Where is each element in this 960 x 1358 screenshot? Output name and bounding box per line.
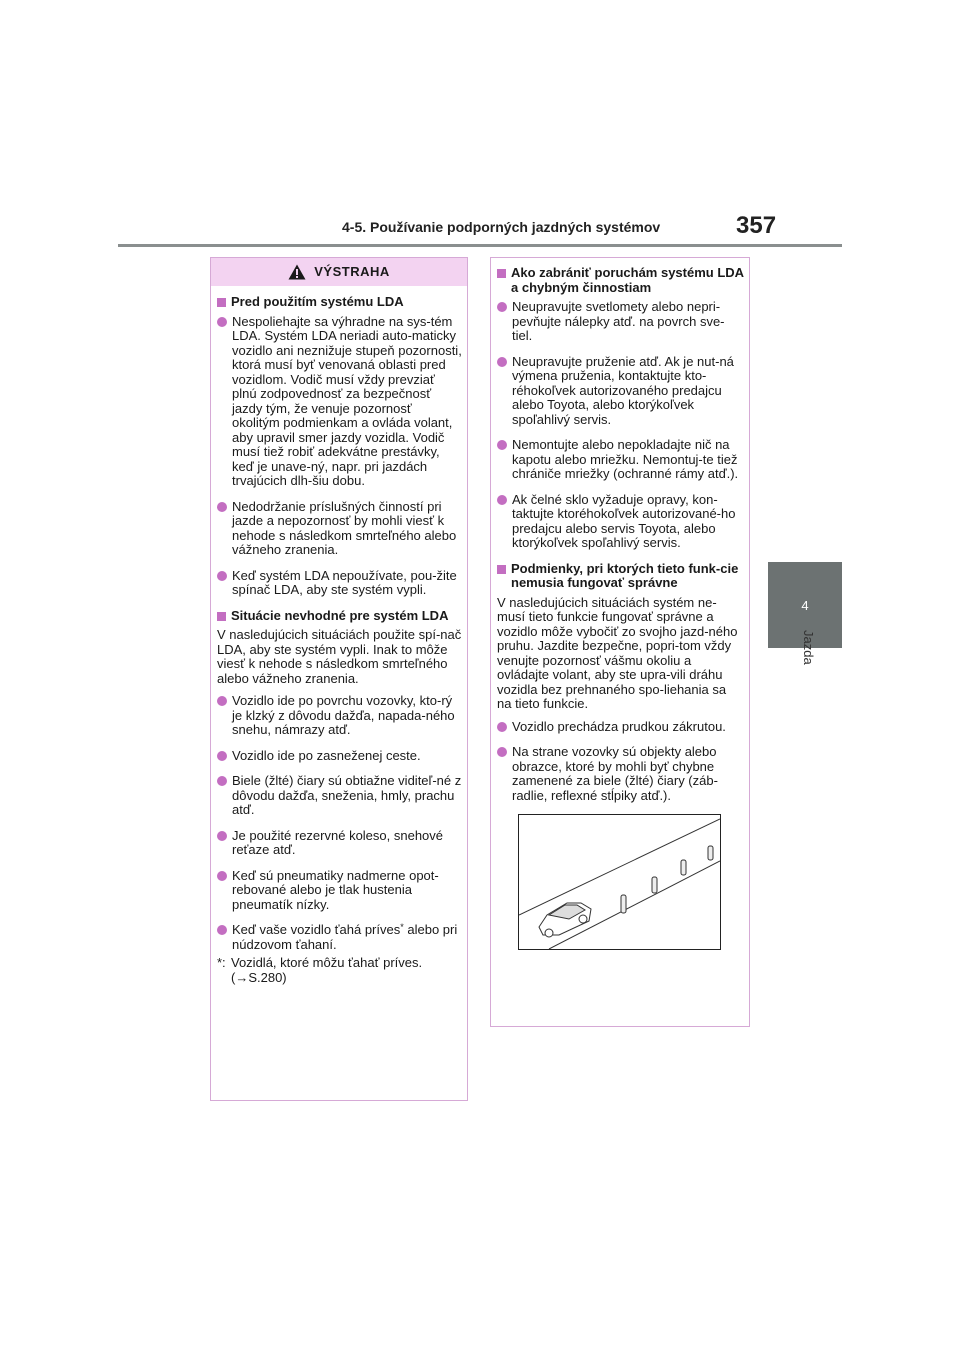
section-heading: Podmienky, pri ktorých tieto funk-cie nemusia fungovať správne [497,562,744,591]
list-item: Ak čelné sklo vyžaduje opravy, kon-taktujte ktoréhokoľvek autorizované-ho predajcu alebo servis Toyota, alebo ktorýkoľvek spoľahlivý servis. [497,493,744,551]
list-item: Neupravujte pruženie atď. Ak je nut-ná výmena pruženia, kontaktujte kto-réhokoľvek autorizovaného predajcu alebo Toyota, alebo ktorýkoľvek spoľahlivý servis. [497,355,744,428]
list-item: Nespoliehajte sa výhradne na sys-tém LDA. Systém LDA neriadi auto-maticky vozidlo ani neznižuje stupeň pozornosti, ktorá musí byť venovaná oblasti pred vozidlom. Vodič musí vždy prevziať plnú zodpovednosť za bezpečnosť jazdy tým, že venuje pozornosť okolitým podmienkam a ovláda volant, aby upravil smer jazdy vozidla. Vodič musí tiež robiť adekvátne prestávky, keď je unave-ný, napr. pri jazdách trvajúcich dlh-šiu dobu. [217,315,462,489]
footnote [217,956,462,985]
bullet-icon [497,495,507,505]
car-road-posts-illustration [518,814,721,950]
bullet-icon [217,502,227,512]
section-title: 4-5. Používanie podporných jazdných systémov [342,219,661,235]
list-item: Nedodržanie príslušných činností pri jazde a nepozornosť by mohli viesť k nehode s následkom smrteľného alebo vážneho zranenia. [217,500,462,558]
square-bullet-icon [217,298,226,307]
section-heading: Situácie nevhodné pre systém LDA [217,609,462,624]
bullet-icon [217,871,227,881]
list-item: Keď vaše vozidlo ťahá príves* alebo pri núdzovom ťahaní. [217,923,462,952]
chapter-label: Jazda [801,630,816,665]
bullet-icon [217,925,227,935]
list-item: Na strane vozovky sú objekty alebo obrazce, ktoré by mohli byť chybne zamenené za biele (žlté) čiary (záb-radlie, reflexné stĺpiky atď.). [497,745,744,803]
list-item: Keď sú pneumatiky nadmerne opot-rebované alebo je tlak hustenia pneumatík nízky. [217,869,462,913]
bullet-icon [217,776,227,786]
section-heading: Pred použitím systému LDA [217,295,462,310]
list-item: Vozidlo ide po zasneženej ceste. [217,749,462,764]
paragraph: V nasledujúcich situáciách systém ne-musí tieto funkcie fungovať správne a vozidlo môže vybočiť zo svojho jazd-ného pruhu. Jazdite bezpečne, popri-tom vždy venujte pozornosť vášmu okoliu a ovládajte volant, aby ste upra-vili dráhu vozidla bez prehnaného spo-liehania sa na tieto funkcie. [497,594,738,711]
bullet-icon [217,831,227,841]
bullet-icon [497,747,507,757]
section-heading: Ako zabrániť poruchám systému LDA a chybným činnostiam [497,266,744,295]
warning-box [210,257,468,1101]
paragraph: V nasledujúcich situáciách použite spí-nač LDA, aby ste systém vypli. Inak to môže viesť k nehode s následkom smrteľného alebo vážneho zranenia. [217,627,462,686]
square-bullet-icon [497,269,506,278]
warning-header [211,258,467,286]
list-item: Nemontujte alebo nepokladajte nič na kapotu alebo mriežku. Nemontuj-te tiež chrániče mriežky (ochranné rámy atď.). [497,438,744,482]
list-item: Neupravujte svetlomety alebo nepri-pevňujte nálepky atď. na povrch sve-tiel. [497,300,744,344]
warning-triangle-icon [288,264,306,280]
warning-title: VÝSTRAHA [314,263,390,279]
list-item: Keď systém LDA nepoužívate, pou-žite spínač LDA, aby ste systém vypli. [217,569,462,598]
bullet-icon [497,440,507,450]
bullet-icon [217,751,227,761]
list-item: Vozidlo ide po povrchu vozovky, kto-rý je klzký z dôvodu dažďa, napada-ného snehu, námrazy atď. [217,694,462,738]
list-item: Vozidlo prechádza prudkou zákrutou. [497,720,744,735]
bullet-icon [497,357,507,367]
info-box [490,257,750,1027]
square-bullet-icon [217,612,226,621]
footnote-text: Vozidlá, ktoré môžu ťahať príves. (→S.280) [231,955,423,985]
bullet-icon [497,302,507,312]
header-rule [118,244,842,247]
list-item: Biele (žlté) čiary sú obtiažne viditeľ-né z dôvodu dažďa, sneženia, hmly, prachu atď. [217,774,462,818]
bullet-icon [217,571,227,581]
bullet-icon [497,722,507,732]
square-bullet-icon [497,565,506,574]
bullet-icon [217,317,227,327]
page-number: 357 [736,212,777,239]
footnote-mark: *: [217,955,226,970]
illustration-drawing [519,815,720,949]
bullet-icon [217,696,227,706]
chapter-number: 4 [801,597,809,613]
list-item: Je použité rezervné koleso, snehové reťaze atď. [217,829,462,858]
